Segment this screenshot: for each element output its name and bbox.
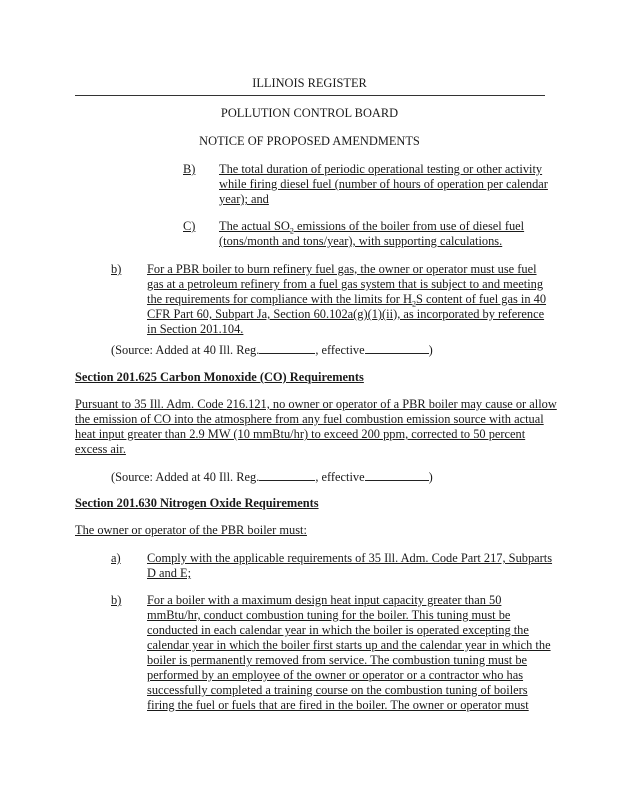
item-b-refinery-line: For a PBR boiler to burn refinery fuel gas, the owner or operator must use fuel <box>147 262 537 276</box>
item-b-refinery-line: in Section 201.104. <box>147 322 244 336</box>
effective-blank <box>365 342 429 354</box>
item-b-refinery-label: b) <box>111 262 122 276</box>
item-b-upper-line: year); and <box>219 192 269 206</box>
section-625-line: the emission of CO into the atmosphere from any fuel combustion emission source with actual <box>75 412 544 426</box>
reg-blank <box>259 342 315 354</box>
source-note: (Source: Added at 40 Ill. Reg. , effective ) <box>111 343 433 357</box>
section-630-item-b-line: For a boiler with a maximum design heat input capacity greater than 50 <box>147 593 502 607</box>
section-630-item-b-line: boiler is permanently removed from service. The combustion tuning must be <box>147 653 528 667</box>
section-625-heading: Section 201.625 Carbon Monoxide (CO) Requirements <box>75 370 364 384</box>
item-c-label: C) <box>183 219 196 233</box>
item-b-refinery-line: CFR Part 60, Subpart Ja, Section 60.102a(g)(1)(ii), as incorporated by reference <box>147 307 545 321</box>
item-b-refinery-line: the requirements for compliance with the limits for $H_2S$ content of fuel gas in 40 <box>147 292 547 309</box>
section-625-line: heat input greater than 2.9 MW (10 mmBtu/hr) to exceed 200 ppm, corrected to 50 percent <box>75 427 526 441</box>
section-625-line: Pursuant to 35 Ill. Adm. Code 216.121, no owner or operator of a PBR boiler may cause or allow <box>75 397 557 411</box>
item-c-line: The actual $SO_2$ emissions of the boiler from use of diesel fuel <box>219 219 525 236</box>
section-630-item-b-line: mmBtu/hr, conduct combustion tuning for the boiler. This tuning must be <box>147 608 511 622</box>
section-630-item-b-line: performed by an employee of the owner or operator or a contractor who has <box>147 668 524 682</box>
section-630-item-b-label: b) <box>111 593 122 607</box>
notice-title: NOTICE OF PROPOSED AMENDMENTS <box>199 134 420 148</box>
section-630-item-a-label: a) <box>111 551 121 565</box>
section-630-item-b-line: firing the fuel or fuels that are fired in the boiler. The owner or operator must <box>147 698 529 712</box>
section-630-item-a-line: Comply with the applicable requirements of 35 Ill. Adm. Code Part 217, Subparts <box>147 551 553 565</box>
agency-title: POLLUTION CONTROL BOARD <box>220 106 399 120</box>
register-title: ILLINOIS REGISTER <box>252 76 367 90</box>
header-rule <box>75 95 545 96</box>
section-630-item-b-line: conducted in each calendar year in which the boiler is operated excepting the <box>147 623 529 637</box>
section-625-line: excess air. <box>75 442 126 456</box>
effective-blank <box>365 469 429 481</box>
section-630-item-b-line: successfully completed a training course on the combustion tuning of boilers <box>147 683 528 697</box>
section-630-intro: The owner or operator of the PBR boiler must: <box>75 523 307 537</box>
reg-blank <box>259 469 315 481</box>
section-630-item-b-line: calendar year in which the boiler first starts up and the calendar year in which the <box>147 638 551 652</box>
source-note: (Source: Added at 40 Ill. Reg. , effective ) <box>111 470 433 484</box>
item-c-line: (tons/month and tons/year), with supporting calculations. <box>219 234 503 248</box>
section-630-item-a-line: D and E; <box>147 566 192 580</box>
item-b-upper-label: B) <box>183 162 196 176</box>
item-b-upper-line: while firing diesel fuel (number of hours of operation per calendar <box>219 177 548 191</box>
section-630-heading: Section 201.630 Nitrogen Oxide Requirements <box>75 496 319 510</box>
item-b-upper-line: The total duration of periodic operational testing or other activity <box>219 162 543 176</box>
item-b-refinery-line: gas at a petroleum refinery from a fuel gas system that is subject to and meeting <box>147 277 544 291</box>
